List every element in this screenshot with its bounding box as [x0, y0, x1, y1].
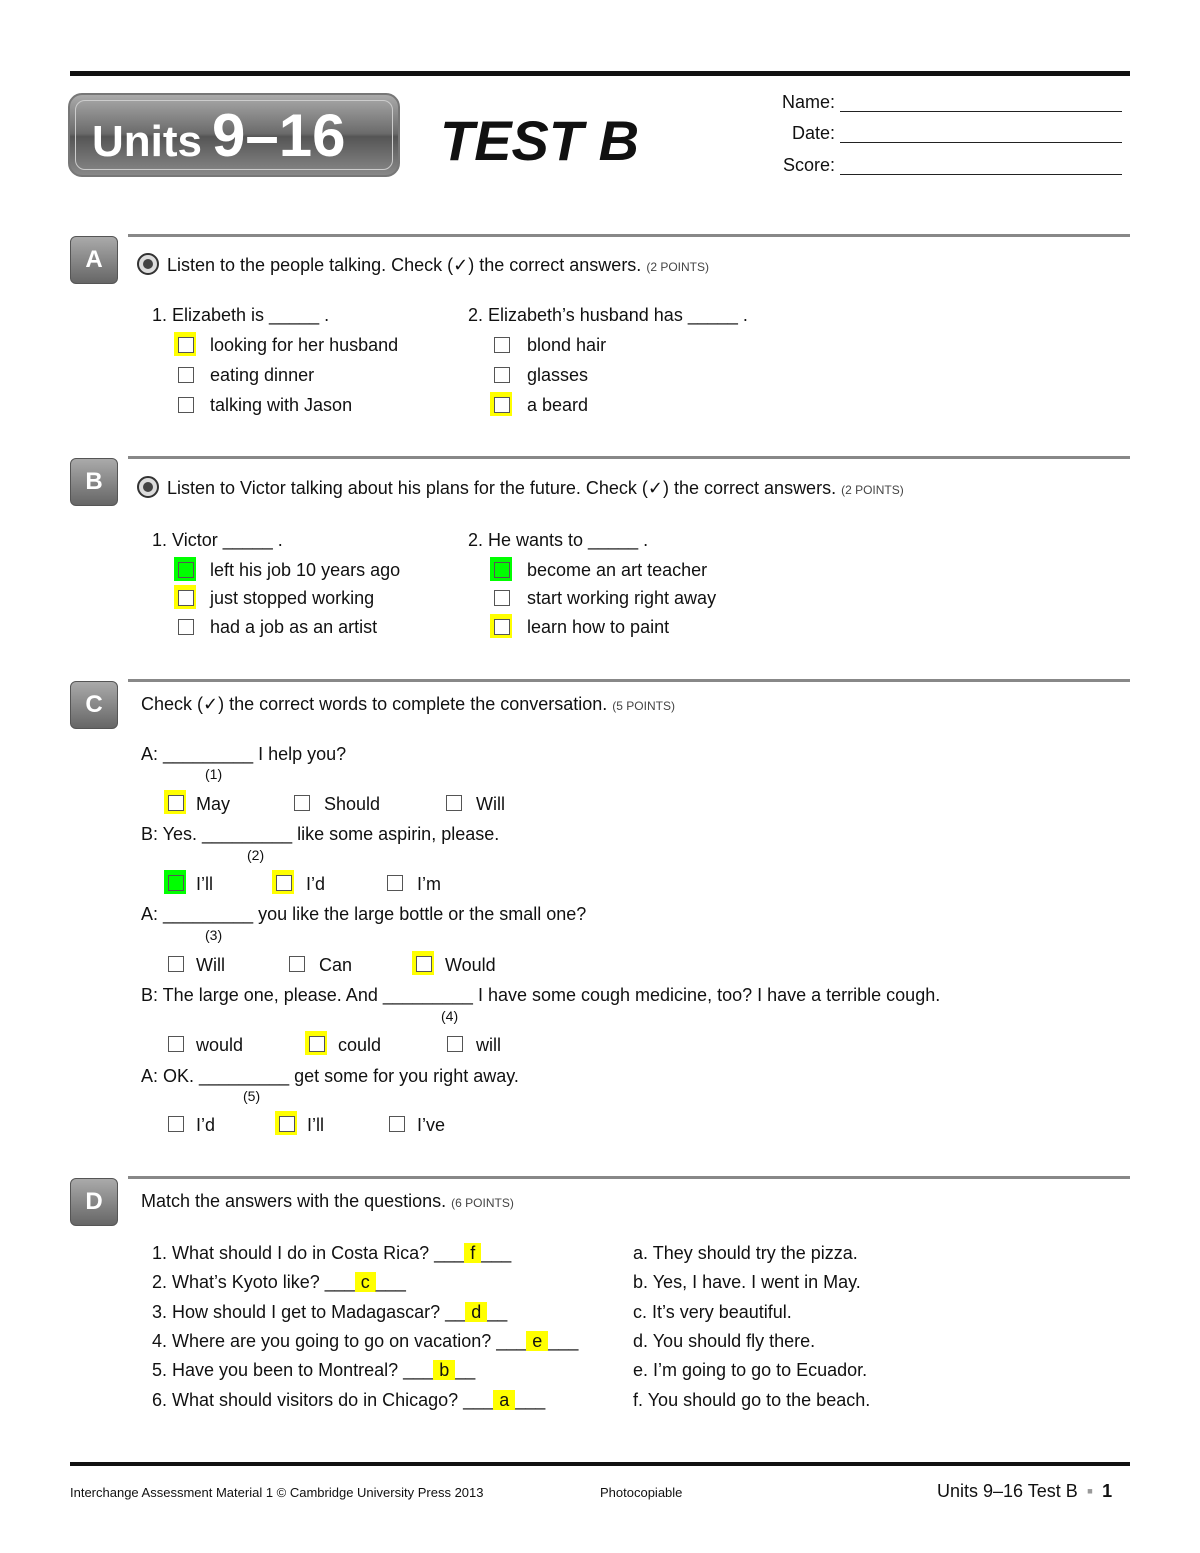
option-label: learn how to paint [527, 617, 670, 637]
section-b-instruction [137, 476, 904, 499]
section-a-badge: A [70, 236, 118, 284]
section-b-q1-prompt: 1. Victor _____ . [152, 530, 283, 550]
name-label: Name: [781, 92, 835, 112]
match-option: e. I’m going to go to Ecuador. [633, 1360, 868, 1380]
match-option: d. You should fly there. [633, 1331, 816, 1351]
option-label: eating dinner [210, 365, 315, 385]
test-title: TEST B [440, 109, 640, 172]
section-d-rule [128, 1176, 1130, 1179]
checkbox-a2-1[interactable] [490, 332, 512, 356]
section-c-badge: C [70, 681, 118, 729]
checkbox-c1-2[interactable] [290, 790, 312, 814]
option-label: become an art teacher [527, 560, 708, 580]
units-badge [68, 93, 400, 177]
match-question: 2. What’s Kyoto like? ___ c ___ [152, 1272, 406, 1292]
checkbox-c3-1[interactable] [164, 951, 186, 975]
option-label: May [196, 794, 231, 814]
blank-number: (5) [243, 1088, 261, 1104]
checkbox-c2-2[interactable] [272, 870, 294, 894]
checkbox-c1-3[interactable] [442, 790, 464, 814]
units-range: 9–16 [212, 102, 346, 169]
option-label: had a job as an artist [210, 617, 378, 637]
option-label: looking for her husband [210, 335, 399, 355]
option-label: could [338, 1035, 382, 1055]
match-question: 5. Have you been to Montreal? ___ b __ [152, 1360, 476, 1380]
section-a-rule [128, 234, 1130, 237]
option-label: blond hair [527, 335, 607, 355]
section-a-instruction [137, 253, 709, 276]
name-field[interactable] [840, 95, 1122, 112]
top-rule [70, 71, 1130, 76]
section-d-badge: D [70, 1178, 118, 1226]
option-label: Will [196, 955, 225, 975]
dialog-line: B: The large one, please. And _________ I have some cough medicine, too? I have a terrible cough. [141, 985, 941, 1005]
option-label: Should [324, 794, 381, 814]
option-label: a beard [527, 395, 589, 415]
checkbox-c5-2[interactable] [275, 1111, 297, 1135]
section-c-instruction [141, 694, 675, 715]
match-answer[interactable]: c [355, 1272, 376, 1292]
section-b-badge: B [70, 458, 118, 506]
match-option: c. It’s very beautiful. [633, 1302, 792, 1322]
match-answer[interactable]: b [433, 1360, 455, 1380]
dialog-line: A: OK. _________ get some for you right away. [141, 1066, 519, 1086]
section-a-q2-prompt: 2. Elizabeth’s husband has _____ . [468, 305, 748, 325]
dialog-line: A: _________ you like the large bottle or the small one? [141, 904, 587, 924]
option-label: I’m [417, 874, 441, 894]
option-label: Would [445, 955, 496, 975]
dialog-line: B: Yes. _________ like some aspirin, please. [141, 824, 500, 844]
checkbox-c5-1[interactable] [164, 1111, 186, 1135]
section-d-instruction-text: Match the answers with the questions. [141, 1191, 447, 1211]
checkbox-c2-3[interactable] [383, 870, 405, 894]
date-label: Date: [791, 123, 835, 143]
section-b-instruction-text: Listen to Victor talking about his plans for the future. Check (✓) the correct answers. [167, 478, 837, 498]
match-question: 6. What should visitors do in Chicago? ___ a ___ [152, 1390, 546, 1410]
match-answer[interactable]: f [464, 1243, 481, 1263]
checkbox-b1-3[interactable] [174, 614, 196, 638]
checkbox-a2-2[interactable] [490, 362, 512, 386]
page-footer-label: Units 9–16 Test B ▪ 1 [937, 1481, 1113, 1501]
checkbox-c1-1[interactable] [164, 790, 186, 814]
section-b-q2-prompt: 2. He wants to _____ . [468, 530, 649, 550]
option-label: talking with Jason [210, 395, 353, 415]
checkbox-c4-1[interactable] [164, 1031, 186, 1055]
option-label: I’d [196, 1115, 216, 1135]
page-number: 1 [1102, 1481, 1113, 1501]
option-label: start working right away [527, 588, 717, 608]
section-b-rule [128, 456, 1130, 459]
section-d-points: (6 POINTS) [451, 1196, 514, 1210]
checkbox-c2-1[interactable] [164, 870, 186, 894]
checkbox-c4-3[interactable] [443, 1031, 465, 1055]
section-c-rule [128, 679, 1130, 682]
dialog-line: A: _________ I help you? [141, 744, 347, 764]
section-a-q1-prompt: 1. Elizabeth is _____ . [152, 305, 330, 325]
match-answer[interactable]: a [493, 1390, 515, 1410]
checkbox-b2-3[interactable] [490, 614, 512, 638]
blank-number: (3) [205, 927, 223, 943]
match-answer[interactable]: d [465, 1302, 487, 1322]
match-option: a. They should try the pizza. [633, 1243, 858, 1263]
option-label: left his job 10 years ago [210, 560, 401, 580]
copyright-text: Interchange Assessment Material 1 © Cambridge University Press 2013 [70, 1485, 484, 1500]
blank-number: (2) [247, 847, 265, 863]
checkbox-c4-2[interactable] [305, 1031, 327, 1055]
blank-number: (4) [441, 1008, 459, 1024]
match-option: f. You should go to the beach. [633, 1390, 871, 1410]
checkbox-a2-3[interactable] [490, 392, 512, 416]
checkbox-c3-2[interactable] [285, 951, 307, 975]
match-answer[interactable]: e [526, 1331, 548, 1351]
option-label: I’ve [417, 1115, 446, 1135]
option-label: I’ll [307, 1115, 324, 1135]
section-c-points: (5 POINTS) [612, 699, 675, 713]
date-field[interactable] [840, 126, 1122, 143]
option-label: Will [476, 794, 505, 814]
section-a-instruction-text: Listen to the people talking. Check (✓) the correct answers. [167, 255, 642, 275]
option-label: will [476, 1035, 501, 1055]
checkbox-a1-1[interactable] [174, 332, 196, 356]
checkbox-a1-3[interactable] [174, 392, 196, 416]
audio-icon[interactable] [137, 476, 159, 498]
match-question: 3. How should I get to Madagascar? __ d __ [152, 1302, 508, 1322]
score-label: Score: [782, 155, 835, 175]
score-field[interactable] [840, 158, 1122, 175]
blank-number: (1) [205, 766, 223, 782]
audio-icon[interactable] [137, 253, 159, 275]
footer-rule [70, 1462, 1130, 1466]
section-d-instruction [141, 1191, 514, 1212]
units-word: Units [92, 117, 202, 166]
option-label: Can [319, 955, 353, 975]
option-label: I’d [306, 874, 326, 894]
option-label: glasses [527, 365, 589, 385]
checkbox-c5-3[interactable] [385, 1111, 407, 1135]
option-label: I’ll [196, 874, 213, 894]
match-option: b. Yes, I have. I went in May. [633, 1272, 861, 1292]
checkbox-c3-3[interactable] [412, 951, 434, 975]
checkbox-b1-1[interactable] [174, 557, 196, 581]
option-label: would [196, 1035, 244, 1055]
section-c-instruction-text: Check (✓) the correct words to complete the conversation. [141, 694, 608, 714]
option-label: just stopped working [210, 588, 375, 608]
checkbox-b2-2[interactable] [490, 585, 512, 609]
match-question: 4. Where are you going to go on vacation? ___ e ___ [152, 1331, 579, 1351]
section-b-points: (2 POINTS) [841, 483, 904, 497]
page-label: Units 9–16 Test B [937, 1481, 1078, 1501]
photocopiable-text: Photocopiable [600, 1485, 683, 1500]
checkbox-a1-2[interactable] [174, 362, 196, 386]
checkbox-b1-2[interactable] [174, 585, 196, 609]
match-question: 1. What should I do in Costa Rica? ___ f ___ [152, 1243, 512, 1263]
section-a-points: (2 POINTS) [646, 260, 709, 274]
checkbox-b2-1[interactable] [490, 557, 512, 581]
